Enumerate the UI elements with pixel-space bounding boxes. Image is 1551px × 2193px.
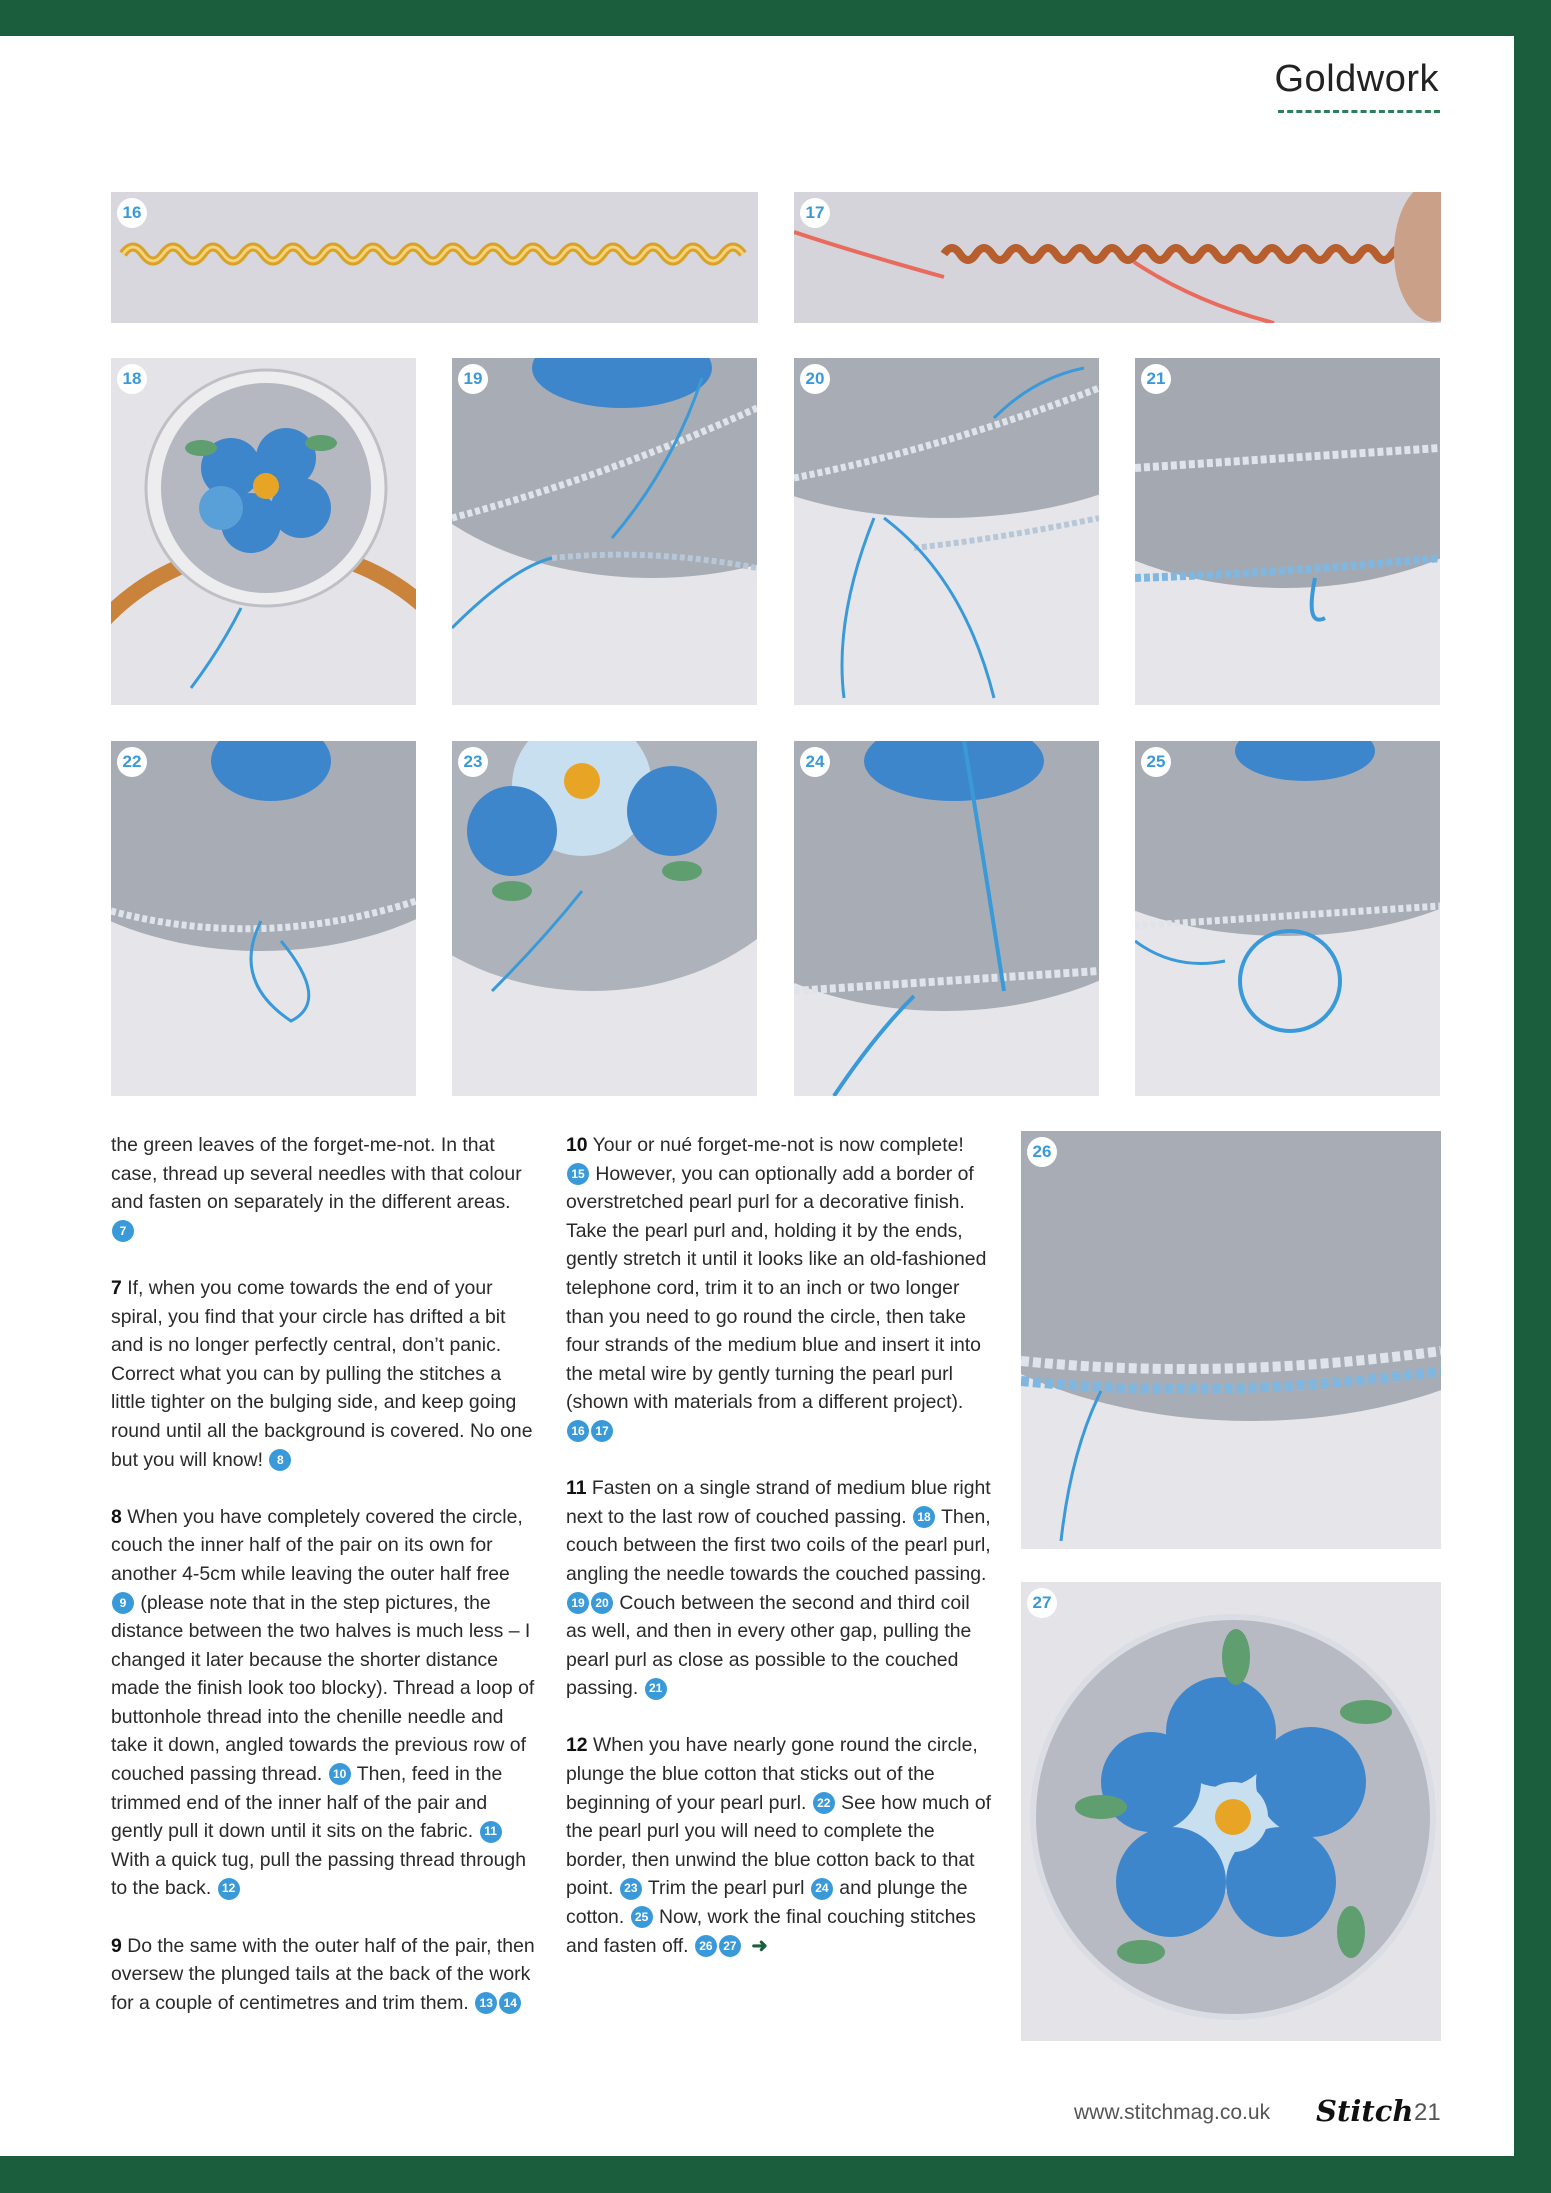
section-title-rule (1278, 110, 1440, 113)
photo-number-badge: 16 (117, 198, 147, 228)
photo-number-badge: 26 (1027, 1137, 1057, 1167)
step-text: Couch between the second and third coil as well, and then in every other gap, pulling the pearl purl as close as possible to the couched passing. (566, 1591, 972, 1700)
step-text: See how much of the pearl purl you will need to complete the border, then unwind the blue cotton back to that point. (566, 1791, 991, 1900)
step-10 (566, 1131, 991, 1446)
photo-ref: 21 (645, 1678, 667, 1700)
page-number: 21 (1414, 2099, 1441, 2126)
step-photo-16 (111, 192, 758, 323)
step-8 (111, 1503, 536, 1903)
photo-ref: 13 (475, 1992, 497, 2014)
step-photo-27 (1021, 1582, 1441, 2041)
finished-embroidery-image (1021, 1582, 1441, 2041)
photo-ref: 14 (499, 1992, 521, 2014)
photo-ref: 7 (112, 1220, 134, 1242)
photo-ref: 26 (695, 1935, 717, 1957)
step-text: Your or nué forget-me-not is now complete! (592, 1134, 964, 1156)
couching-step-image (452, 358, 757, 705)
footer-brand-logo: Stitch (1316, 2094, 1414, 2128)
step-photo-20 (794, 358, 1099, 705)
step-number: 9 (111, 1934, 122, 1957)
photo-ref: 10 (329, 1763, 351, 1785)
couching-step-image (1135, 358, 1440, 705)
photo-ref: 27 (719, 1935, 741, 1957)
step-7 (111, 1274, 536, 1474)
photo-number-badge: 18 (117, 364, 147, 394)
loop-step-image (1135, 741, 1440, 1096)
step-photo-24 (794, 741, 1099, 1096)
photo-number-badge: 23 (458, 747, 488, 777)
text-column-1 (111, 1131, 536, 2046)
photo-ref: 15 (567, 1163, 589, 1185)
step-photo-21 (1135, 358, 1440, 705)
step-photo-23 (452, 741, 757, 1096)
step-text: When you have completely covered the circle, couch the inner half of the pair on its own for another 4-5cm while leaving the outer half free (111, 1505, 523, 1585)
photo-number-badge: 20 (800, 364, 830, 394)
step-number: 8 (111, 1505, 122, 1528)
photo-ref: 20 (591, 1592, 613, 1614)
photo-ref: 22 (813, 1792, 835, 1814)
step-text: Then, couch between the first two coils of the pearl purl, angling the needle towards the couched passing. (566, 1505, 991, 1585)
text-column-2 (566, 1131, 991, 1989)
step-number: 7 (111, 1276, 122, 1299)
photo-number-badge: 21 (1141, 364, 1171, 394)
step-11 (566, 1474, 991, 1703)
step-photo-25 (1135, 741, 1440, 1096)
photo-ref: 25 (631, 1906, 653, 1928)
step-text: If, when you come towards the end of your spiral, you find that your circle has drifted a bit and is no longer perfectly central, don’t panic. Correct what you can by pulling the stitches a little tighter on the bulging side, and keep going round until all the background is covered. No one but you will know! (111, 1276, 533, 1471)
step-text: (please note that in the step pictures, the distance between the two halves is much less – I changed it later because the shorter distance made the finish look too blocky). Thread a loop of buttonhole thread into the chenille needle and take it down, angled towards the previous row of couched passing thread. (111, 1591, 535, 1786)
photo-number-badge: 19 (458, 364, 488, 394)
photo-ref: 19 (567, 1592, 589, 1614)
step-text: Then, feed in the trimmed end of the inner half of the pair and gently pull it down until it sits on the fabric. (111, 1763, 503, 1843)
photo-number-badge: 24 (800, 747, 830, 777)
photo-ref: 24 (811, 1878, 833, 1900)
step-photo-22 (111, 741, 416, 1096)
footer-website: www.stitchmag.co.uk (1074, 2101, 1271, 2124)
page-border-bottom (0, 2156, 1551, 2193)
step-text: Fasten on a single strand of medium blue right next to the last row of couched passing. (566, 1477, 991, 1528)
page-border-top (0, 0, 1551, 36)
step-number: 11 (566, 1477, 587, 1500)
photo-ref: 16 (567, 1420, 589, 1442)
step-12 (566, 1731, 991, 1960)
step-number: 12 (566, 1734, 588, 1757)
step-text: Trim the pearl purl (647, 1877, 805, 1900)
hoop-embroidery-image (111, 358, 416, 705)
photo-number-badge: 27 (1027, 1588, 1057, 1618)
step-text: However, you can optionally add a border of overstretched pearl purl for a decorative finish. Take the pearl purl and, holding it by the ends, gently stretch it until it looks like an old-fashioned telephone cord, trim it to an inch or two longer than you need to go round the circle, then take four strands of the medium blue and insert it into the metal wire by gently turning the pearl purl (shown with materials from a different project). (566, 1162, 987, 1414)
photo-ref: 12 (218, 1878, 240, 1900)
section-title: Goldwork (1274, 58, 1439, 100)
step-text: Now, work the final couching stitches and fasten off. (566, 1906, 976, 1957)
step-text: When you have nearly gone round the circle, plunge the blue cotton that sticks out of the beginning of your pearl purl. (566, 1734, 978, 1814)
step-text: and plunge the cotton. (566, 1877, 968, 1929)
photo-number-badge: 17 (800, 198, 830, 228)
step-number: 10 (566, 1134, 588, 1156)
photo-ref: 8 (269, 1449, 291, 1471)
step-text: With a quick tug, pull the passing thread through to the back. (111, 1848, 526, 1900)
photo-ref: 17 (591, 1420, 613, 1442)
photo-number-badge: 22 (117, 747, 147, 777)
photo-ref: 18 (913, 1506, 935, 1528)
step-text: Do the same with the outer half of the pair, then oversew the plunged tails at the back of the work for a couple of centimetres and trim them. (111, 1934, 535, 2014)
gold-purl-image (111, 192, 758, 323)
step-9 (111, 1932, 536, 2018)
pearl-purl-border-closeup (1021, 1131, 1441, 1549)
paragraph-intro (111, 1131, 536, 1245)
step-photo-18 (111, 358, 416, 705)
paragraph-text: the green leaves of the forget-me-not. In that case, thread up several needles with that colour and fasten on separately in the different areas. (111, 1134, 522, 1214)
flower-closeup-image (452, 741, 757, 1096)
step-photo-17 (794, 192, 1441, 323)
photo-ref: 11 (480, 1821, 502, 1843)
step-photo-19 (452, 358, 757, 705)
couching-step-image (794, 358, 1099, 705)
step-photo-26 (1021, 1131, 1441, 1549)
photo-ref: 23 (620, 1878, 642, 1900)
continue-arrow-icon: ➜ (751, 1934, 768, 1957)
photo-ref: 9 (112, 1592, 134, 1614)
page-border-right (1514, 0, 1551, 2193)
copper-purl-image (794, 192, 1441, 323)
trimming-step-image (794, 741, 1099, 1096)
photo-number-badge: 25 (1141, 747, 1171, 777)
plunging-step-image (111, 741, 416, 1096)
